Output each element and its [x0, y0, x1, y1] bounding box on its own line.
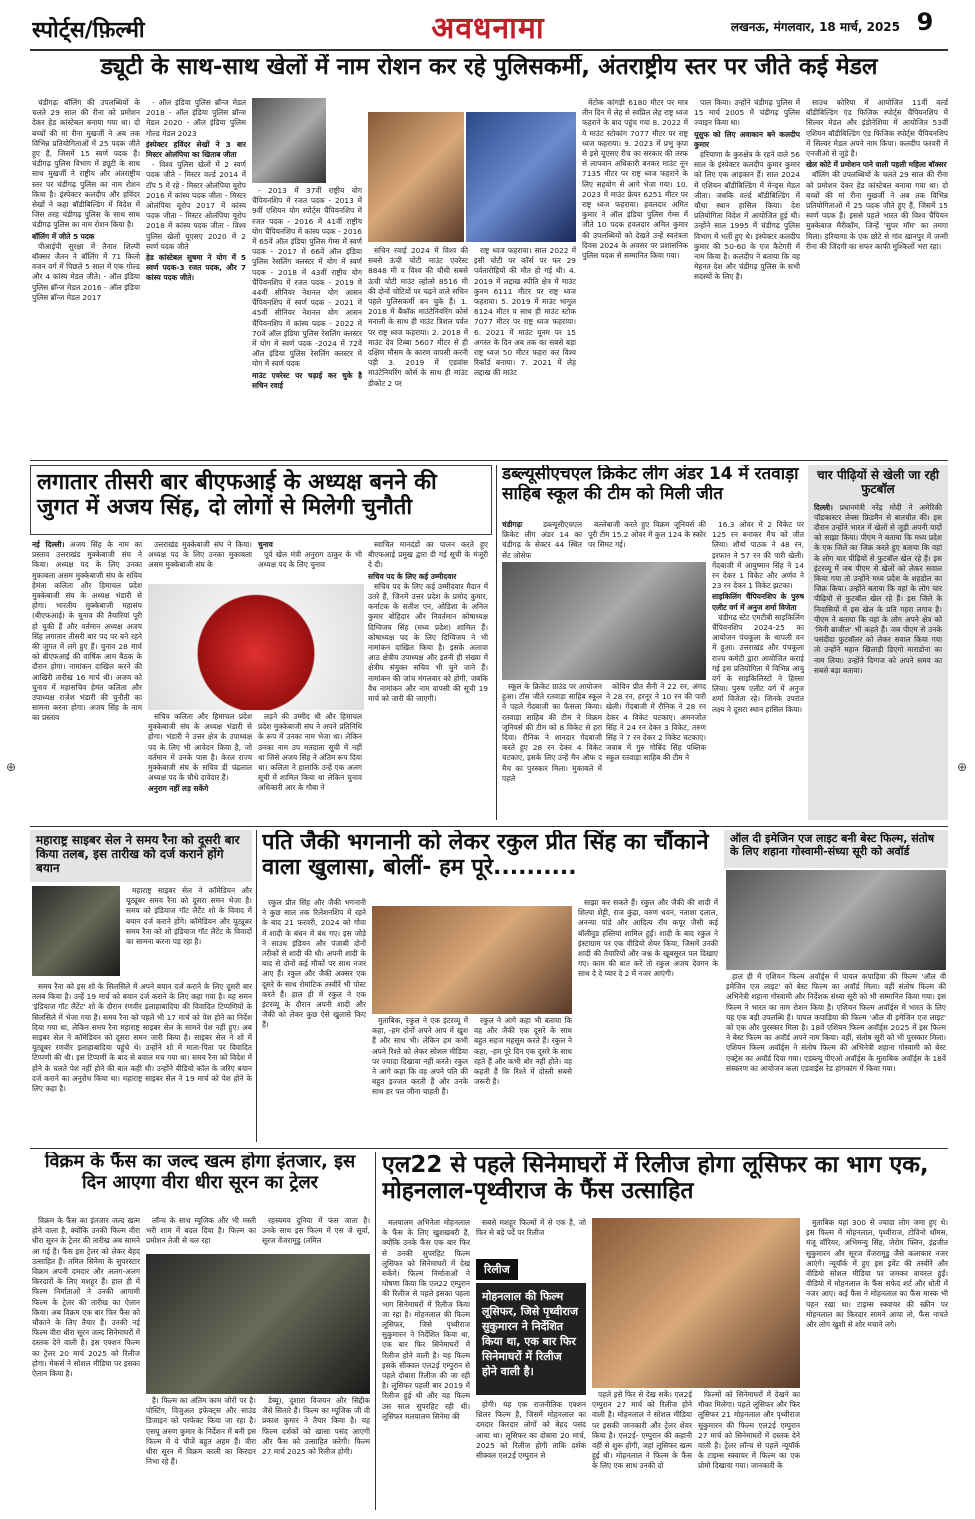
story1-headline: ड्यूटी के साथ-साथ खेलों में नाम रोशन कर रहे पुलिसकर्मी, अंतराष्ट्रीय स्तर पर जीते कई मेडल [100, 54, 878, 80]
photo-police-athlete-1 [252, 98, 326, 183]
story7-body: हाल ही में एशियन फिल्म अवॉर्ड्स में पायल कपाड़िया की फिल्म 'ऑल वी इमेजिन एज लाइट' को बेस्ट फिल्म का अवॉर्ड मिला। वहीं संतोष फिल्म की अभिनेत्री शहाना गोस्वामी और निर्देशक संध्या सूरी को भी सम्मानित किया गया। इस फिल्म ने भारत का नाम रोशन किया है। एशियन फिल्म अवॉर्ड्स में भारत के लिए यह एक बड़ी उपलब्धि है। पायल कपाड़िया की फिल्म 'ऑल वी इमेजिन एज लाइट' को एक और पुरस्कार मिला है। 18वें एशियन फिल्म अवॉर्ड्स 2025 में इस फिल्म ने बेस्ट फिल्म का अवॉर्ड अपने नाम किया। वहीं, संतोष सूरी को भी पुरस्कार मिला। एशियन फिल्म अवॉर्ड्स ने संतोष फिल्म की अभिनेत्री शहाना गोस्वामी को बेस्ट एक्ट्रेस का अवॉर्ड दिया गया। एडब्ल्यू पीएओ अवॉर्ड्स के मुताबिक अवॉर्ड्स के 18वें संस्करण का आयोजन कला एडवाईस रेड हांगकांग में किया गया। [726, 972, 946, 1073]
story8-col3: रहस्यमय दुनिया में फंस जाता है। उनके साथ इस फिल्म में एस जे सूर्या, सूरज वेंजरामूडु (तमिल [262, 1216, 370, 1246]
story1-col1: चंडीगढ़ः बॉलिंग की उपलब्धियों के चलते 29 साल की रीना को प्रमोशन देकर हेड कांस्टेबल बनाया गया था। दो बच्चों की मां रीना मुखर्जी ने अब तक विभिन्न प्रतियोगिताओं में 25 पदक जीते हुए हैं, जिसमें 15 स्वर्ण पदक हैं। चंडीगढ़ पुलिस विभाग में ड्यूटी के साथ साथ मुखर्जी ने राष्ट्रीय और अंतराष्ट्रीय स्तर पर चंडीगढ़ पुलिस का नाम रोशन किया है। इंस्पेक्टर कलदीप और हविंदर सेखों ने कहा बॉडीबिल्डिंग में विदेश में जिस तरह चंडीगढ़ पुलिस के साथ साथ चंडीगढ़ पुलिस का नाम रोशन किया है। बॉलिंग में जीते 5 पदक पीआईपी सुरक्षा में तैनात शिल्पी बॉक्सर जैतन ने बॉलिंग में 71 किलो वजन वर्ग में पिछले 5 साल में एक गोल्ड और 4 कांस्य मेडल जीते। - ऑल इंडिया पुलिस ब्रॉन्ज मेडल 2016 - ऑल इंडिया पुलिस ब्रॉन्ज मेडल 2017 [32, 98, 140, 302]
story9-pullquote [476, 1258, 586, 1398]
story4-body: दिल्ली। प्रधानमंत्री नरेंद्र मोदी ने अमेरिकी पॉडकास्टर लेक्स फ्रिडमैन से बातचीत की। इस दौरान उन्होंने भारत में खेलों से जुड़ी अपनी यादों को साझा किया। पीएम ने बताया कि मध्य प्रदेश के एक जिले का जिक्र करते हुए बताया कि वहां के लोग चार पीढ़ियों से फुटबॉल खेल रहे हैं। इस इंटरव्यू में जब पीएम से खेलों को लेकर सवाल किया गया तो उन्होंने मध्य प्रदेश के शहडोल का जिक्र किया। उन्होंने बताया कि वहां के लोग चार पीढ़ियों से फुटबॉल खेल रहे हैं। इस जिले के निवासियों में इस खेल के प्रति गहरा लगाव है। पीएम ने बताया कि वहां के लोग अपने क्षेत्र को 'मिनी ब्राजील' भी कहते हैं। जब पीएम से उनके पसंदीदा फुटबॉलर को लेकर सवाल किया गया तो उन्होंने महान खिलाड़ी डिएगो माराडोना का नाम लिया। उन्होंने दिग्गज को अपने समय का सबसे बड़ा बताया। [814, 502, 942, 675]
page-number: 9 [916, 8, 934, 36]
story8-col2: लॉन्च के साथ म्यूजिक और भी मस्ती भरी शाम में बदल दिया है। फिल्म का प्रमोशन तेजी से चल रहा [146, 1216, 256, 1246]
dateline: लखनऊ, मंगलवार, 18 मार्च, 2025 [730, 20, 900, 34]
story2-mid2: लड़ने की उम्मीद थी और हिमाचल प्रदेश मुक्केबाजी संघ ने अपने प्रतिनिधि के रूप में उनका नाम भेजा था। लेकिन उनका नाम उप मतदाता सूची में नहीं था जिसे अजय सिंह ने अंतिम रूप दिया था। कलिता ने हालांकि उन्हें एक अलग सूची में शामिल किया था लेकिन चुनाव अधिकारी आर के गौबा ने [258, 712, 362, 793]
photo-samay-raina [32, 886, 120, 976]
divider-1 [30, 460, 948, 461]
vdivider-4 [375, 1152, 376, 1510]
story9-headline: एल22 से पहले सिनेमाघरों में रिलीज होगा लूसिफर का भाग एक, मोहनलाल-पृथ्वीराज के फैंस उत्साहित [382, 1152, 929, 1205]
story3-col2: बल्लेबाजी करते हुए विक्रम जूनियर्स की पूरी टीम 15.2 ओवर में कुल 124 के स्कोर पर सिमट गई। [588, 520, 706, 550]
story3-low2: कोविन प्रीत सैनी ने 22 रन, अंगद ने 28 रन, हरनूर ने 10 रन की पारी खेली। गेंदबाजी में रौनिक ने 28 रन देकर 4 विकेट चटकाए। अमनजोत सिंह ने 24 रन देकर 3 विकेट, तरुण सिंह ने 7 रन देकर 2 विकेट चटकाए। जवाब में गुरु गोबिंद सिंह पब्लिक स्कूल रतवाड़ा साहिब की टीम ने [606, 682, 706, 763]
story2-col2: उत्तराखंड मुक्केबाजी संघ ने किया। अध्यक्ष पद के लिए उनका मुकाबला असम मुक्केबाजी संघ के [148, 540, 252, 570]
story2-col3: चुनाव पूर्व खेल मंत्री अनुराग ठाकुर के भी अध्यक्ष पद के लिए चुनाव [258, 540, 362, 570]
photo-veera-dheera-sooran [146, 1254, 370, 1394]
story4-box [808, 465, 948, 820]
story9-col2b: होगी। यह एक राजनीतिक एक्शन थ्रिलर फिल्म है, जिसमें मोहनलाल का दमदार किरदार लोगों को बेहद पसंद आया था। लूसिफर का दोबारा 20 मार्च, 2025 को रिलीज होगी ताकि दर्शक सीक्वल एल2ई एम्पुरान से [476, 1400, 586, 1461]
story2-col4: स्वाचित मानदंडों का पालन करते हुए बीएफआई प्रमुख द्वारा दी गई सूची के मंजूरी दे दी। सचिव पद के लिए कई उम्मीदवार सचिव पद के लिए कई उम्मीदवार मैदान में उतरे हैं, जिनमें उत्तर प्रदेश के प्रमोद कुमार, कर्नाटक के सतीश एन, ओडिशा के अनिल कुमार बोहिदार और निवर्तमान कोषाध्यक्ष दिग्विजय सिंह (मध्य प्रदेश) शामिल हैं। कोषाध्यक्ष पद के लिए दिग्विजय ने भी नामांकन दाखिल किया है। इसके अलावा आठ क्षेत्रीय उपाध्यक्ष और इतनी ही संख्या में क्षेत्रीय संयुक्त सचिव भी चुने जाने हैं। नामांकन की जांच मंगलवार को होगी, जबकि वैध नामांकन और नाम वापसी की सूची 19 मार्च को जारी की जाएगी। [368, 540, 488, 704]
story5-headline: महाराष्ट्र साइबर सेल ने समय रैना को दूसरी बार किया तलब, इस तारीख को दर्ज कराने होंगे बयान [30, 830, 252, 882]
story3-headline: डब्ल्यूसीएचएल क्रिकेट लीग अंडर 14 में रतवाड़ा साहिब स्कूल की टीम को मिली जीत [502, 465, 799, 504]
story9-col4: फिल्मों को सिनेमाघरों में देखने का मौका मिलेगा। पहले लूसिफर और फिर लूसिफर 21 मोहनलाल और पृथ्वीराज सुकुमारन की फिल्म एल2ई एम्पुरान 27 मार्च को सिनेमाघरों में दस्तक देने वाली है। ट्रेलर लॉन्च से पहले न्यूयॉर्क के टाइम्स स्क्वायर में फिल्म का एक प्रोमो दिखाया गया। जानकारी के [698, 1390, 800, 1471]
story8-low2: डेब्यू), दुशारा विजयन और सिद्दीक जैसे सितारे हैं। फिल्म का म्यूजिक जी वी प्रकाश कुमार ने तैयार किया है। यह फिल्म दर्शकों को खासा पसंद आएगी और फैंस को उत्साहित करेगी। फिल्म 27 मार्च 2025 को रिलीज होगी। [262, 1396, 370, 1457]
pull-quote: मोहनलाल की फिल्म लूसिफर, जिसे पृथ्वीराज सुकुमारन ने निर्देशित किया था, एक बार फिर सिनेमाघरों में रिलीज होने वाली है। [476, 1283, 586, 1395]
story6-low1: मुताबिक, रकुल ने एक इंटरव्यू में कहा, -हम दोनों अपने आप में खुश हैं और साथ भी। लेकिन हम कभी अपने रिश्ते को लेकर सोशल मीडिया पर ज्यादा दिखावा नहीं करते। रकुल ने आगे कहा कि वह अपने पति की बहुत इज्जत करती हैं और उनके साथ हर पल जीना चाहती हैं। [372, 1016, 468, 1097]
story2-mid1: सचिव कलिता और हिमाचल प्रदेश मुक्केबाजी संघ के अध्यक्ष भंडारी से होगा। भंडारी ने उत्तर क्षेत्र के उपाध्यक्ष पद के लिए भी आवेदन किया है, जो वर्तमान में उनके पास है। केरल राज्य मुक्केबाजी संघ के सचिव डी चंद्रलाल अध्यक्ष पद के चौथे दावेदार हैं। अनुराग नहीं लड़ सकेंगे [148, 712, 252, 794]
masthead-logo: अवधनामा [431, 11, 545, 46]
story1-col2: - ऑल इंडिया पुलिस ब्रॉन्ज मेडल 2018 - ऑल इंडिया पुलिस ब्रॉन्ज मेडल 2020 - ऑल इंडिया पुलिस गोल्ड मेडल 2023 इंस्पेक्टर हविंदर सेखों ने 3 बार मिस्टर ओलंपिया का खिताब जीता - विश्व पुलिस खेलों में 2 स्वर्ण पदक जीते - मिस्टर वर्ल्ड 2014 में टॉप 5 में रहे - मिस्टर ओलंपिया यूरोप 2016 में कांस्य पदक जीता - मिस्टर ओलंपिया यूरोप 2017 में कांस्य पदक जीता - मिस्टर ओलंपिया यूरोप 2018 में कांस्य पदक जीता - विश्व पुलिस खेलों यूएसए 2020 में 2 स्वर्ण पदक जीते हेड कांस्टेबल सुषमा ने योग में 5 स्वर्ण पदक-3 रजत पदक, और 7 कांस्य पदक जीते। [146, 98, 246, 283]
photo-asian-film-awards [726, 870, 946, 970]
photo-boxing-gloves [148, 584, 364, 710]
story8-col1: विक्रम के फैंस का इंतजार जल्द खत्म होने वाला है, क्योंकि उनकी फिल्म वीरा धीरा सूरन के ट्रेलर की तारीख अब सामने आ गई है। फैंस इस ट्रेलर को लेकर बेहद उत्साहित हैं। तमिल सिनेमा के सुपरस्टार विक्रम अपनी दमदार और अलग-अलग किरदारों के लिए मशहूर हैं। हाल ही में फिल्म निर्माताओं ने उनकी आगामी फिल्म के ट्रेलर की तारीख का ऐलान किया। अब विक्रम एक बार फिर फैंस को चौंकाने के लिए तैयार हैं। उनकी नई फिल्म वीरा धीरा सूरन जल्द सिनेमाघरों में दस्तक देने वाली है। इस एक्शन फिल्म का ट्रेलर 20 मार्च 2025 को रिलीज होगा। मेकर्स ने सोशल मीडिया पर इसका ऐलान किया है। [32, 1216, 140, 1379]
photo-rakul-jackky [372, 906, 572, 1014]
story6-headline: पति जैकी भगनानी को लेकर रकुल प्रीत सिंह का चौंकाने वाला खुलासा, बोलीं- हम पूरे.......... [262, 830, 709, 881]
story3-low1: स्कूल के क्रिकेट ग्राउंड पर आयोजन हुआ। टॉस जीते रतवाड़ा साहिब स्कूल ने पहले गेंदबाजी का फैसला किया। रतवाड़ा साहिब की टीम ने विक्रम जूनियर्स की टीम को 8 विकेट से हरा दिया। रौनिक ने शानदार गेंदबाजी करते हुए 28 रन देकर 4 विकेट चटकाए, इसके लिए उन्हें मैन ऑफ द मैच का पुरस्कार मिला। मुकाबले में पहले [502, 682, 602, 783]
register-mark-left: ⊕ [6, 760, 17, 774]
story6-col1: रकुल प्रीत सिंह और जैकी भगनानी ने कुछ साल तक रिलेशनशिप में रहने के बाद 21 फरवरी, 2024 को गोवा में शादी के बंधन में बंध गए। इस जोड़े ने साउथ इंडियन और पंजाबी दोनों तरीकों से शादी की थी। अपनी शादी के बाद से दोनों कई मौकों पर साथ नजर आए हैं। रकुल और जैकी अक्सर एक दूसरे के साथ रोमांटिक तस्वीरें भी पोस्ट करते हैं। हाल ही में रकुल ने एक इंटरव्यू के दौरान अपनी शादी और जैकी को लेकर कुछ ऐसे खुलासे किए हैं। [262, 898, 366, 1030]
story5-side: महाराष्ट्र साइबर सेल ने कॉमेडियन और यूट्यूबर समय रैना को दूसरा समन भेजा है। समय को इंडियाज गॉट लैटेंट शो के विवाद में बयान दर्ज कराने होंगे। कॉमेडियन और यूट्यूबर समय रैना को शो इंडियाज गॉट लैटेंट के विवादों का सामना करना पड़ रहा है। [126, 886, 252, 947]
story5-body: समय रैना को इस शो के सिलसिले में अपने बयान दर्ज कराने के लिए दूसरी बार तलब किया है। उन्हें 19 मार्च को बयान दर्ज कराने के लिए कहा गया है। यह समन 'इंडियाज गॉट लैटेंट' शो के दौरान रणवीर इलाहाबादिया की विवादित टिप्पणियों के सिलसिले में भेजा गया है। समय रैना को पहले भी 17 मार्च को पेश होने का निर्देश दिया गया था, लेकिन समय रैना महाराष्ट्र साइबर सेल के सामने पेश नहीं हुए। अब साइबर सेल ने कॉमेडियन को दूसरा समन जारी किया है। साइबर सेल ने शो में यूट्यूबर रणवीर इलाहाबादिया पहुंचे थे। उन्होंने शो में माता-पिता पर विवादित टिप्पणी की थी। इस टिप्पणी के बाद से बवाल मच गया था। समय रैना को विदेश में होने के चलते पेश नहीं होने की बात कही थी। उन्होंने वीडियो कॉल के जरिए बयान दर्ज कराने का अनुरोध किया था। महाराष्ट्र साइबर सेल ने 19 मार्च को पेश होने के लिए कहा है। [32, 982, 252, 1094]
release-tag: रिलीज [476, 1259, 518, 1280]
story9-col2: सबसे मशहूर फिल्मों में से एक है, जो फिर से बड़े पर्दे पर रिलीज [476, 1218, 586, 1238]
story1-col6: मेंटोक कांगड़ी 6180 मीटर पर मात्र तीन दिन में लेह से स्वप्निल लेह राष्ट्र ध्वज फहराने के बाद पहुंच गया 8. 2022 में ये माउंट स्टोकांग 7077 मीटर पर राष्ट्र ध्वज फहराया। 9. 2023 में प्रभु कृपा से इसे यूएसए रीच का सरकार की तरफ से लापवान अधिकारी बनकर माउंट नून 7135 मीटर पर राष्ट्र ध्वज फहराने के लिए सहयोग से आगे भेजा गया। 10. 2023 में माउंट फ्रेयर 6251 मीटर पर राष्ट्र ध्वज फहराया। हवलदार अमित कुमार ने ऑल इंडिया पुलिस गेम्स में जीते 10 पदक हवलदार अमित कुमार की उपलब्धियों को देखते उन्हें स्वतंत्रता दिवस 2024 के अवसर पर प्रशासनिक पुलिस पदक से सम्मानित किया गया। [582, 98, 688, 261]
story6-col4: साझा कर सकते हैं। रकुल और जैकी की शादी में शिल्पा शेट्टी, राज कुंद्रा, वरुण धवन, नताशा दलाल, अनन्या पांडे और आदित्य रॉय कपूर जैसी कई बॉलीवुड हस्तियां शामिल हुईं। शादी के बाद रकुल ने इंस्टाग्राम पर एक वीडियो शेयर किया, जिसमें उनकी शादी की तैयारियों और जश्न के खूबसूरत पल दिखाए गए। काम की बात करें तो रकुल अजय देवगन के साथ दे दे प्यार दे 2 में नजर आएंगी। [578, 898, 718, 979]
masthead-rule [30, 49, 948, 51]
story6-col2-top [372, 898, 468, 906]
story2-col1: नई दिल्ली। अजय सिंह के नाम का प्रस्ताव उत्तराखंड मुक्केबाजी संघ ने किया। अध्यक्ष पद के लिए उनका मुकाबला असम मुक्केबाजी संघ के सचिव हेमंता कलिता और हिमाचल प्रदेश मुक्केबाजी संघ के अध्यक्ष भंडारी से होगा। भारतीय मुक्केबाजी महासंघ (बीएफआई) के चुनाव की तैयारियां पूरी हो चुकी हैं और वर्तमान अध्यक्ष अजय सिंह लगातार तीसरी बार पद पर बने रहने की जुगत में लगे हुए हैं। चुनाव 28 मार्च को बीएफआई की वार्षिक आम बैठक के दौरान होगा। नामांकन दाखिल करने की आखिरी तारीख 16 मार्च थी। अजय को चुनाव में महासचिव हेमंत कलिता और उपाध्यक्ष राजेश भंडारी की चुनौती का सामना करना होगा। अजय सिंह के नाम का प्रस्ताव [32, 540, 142, 723]
story1-col5: राष्ट्र ध्वज फहराया। साल 2022 में इसी चोटी पर कॉर्स पर फर 29 पर्वतारोहियों की मौत हो गई थी। 4. 2019 में लद्दाख स्पीति क्षेत्र में माउंट कुनम 6111 मीटर पर राष्ट्र ध्वज फहराया। 5. 2019 में माउंट भागुल 6124 मीटर व साथ ही माउंट स्टोक 7077 मीटर पर राष्ट्र ध्वज फहराया। 6. 2021 में माउंट यूनम पर 15 अगस्त के दिन अब तक का सबसे बड़ा राष्ट्र ध्वज 50 मीटर फहरा कर विश्व रिकॉर्ड बनाया। 7. 2021 में लेह लद्दाख की माउंट [474, 246, 576, 378]
vdivider-3 [256, 830, 257, 1142]
story2-headline: लगातार तीसरी बार बीएफआई के अध्यक्ष बनने की जुगत में अजय सिंह, दो लोगों से मिलेगी चुनौती [30, 465, 492, 535]
story6-low2: रकुल ने आगे कहा भी बताया कि वह और जैकी एक दूसरे के साथ बहुत सहज महसूस करते हैं। रकुल ने कहा, -हम पूरे दिन एक दूसरे के साथ रहते हैं और कभी बोर नहीं होते। वह कहती हैं कि रिश्ते में दोस्ती सबसे जरूरी है। [474, 1016, 572, 1087]
story9-col5: मुताबिक यहां 300 से ज्यादा लोग जमा हुए थे। इस फिल्म में मोहनलाल, पृथ्वीराज, टोविनो थॉमस, मंजू वॉरियर, अभिमन्यु सिंह, जेरोम फ्लिन, इंद्रजीत सुकुमारन और सूरज वेंजरामूडु जैसे कलाकार नजर आएंगे। न्यूयॉर्क में हुए इस इवेंट की तस्वीरें और वीडियो सोशल मीडिया पर जमकर वायरल हुईं। वीडियो में मोहनलाल के फैंस सफेद शर्ट और धोती में नजर आए। कई फैंस ने मोहनलाल का फैंस मास्क भी पहन रखा था। टाइम्स स्क्वायर की स्क्रीन पर मोहनलाल का किरदार सामने आया तो, फैंस नाचते और लोग खुशी से शोर मचाने लगे। [806, 1218, 948, 1330]
section-label: स्पोर्ट्स/फ़िल्मी [32, 18, 145, 43]
story8-low1: है। फिल्म का अंतिम काम जोरों पर है। पोस्टिंग, विजुअल इफेक्ट्स और साउंड डिजाइन को परफेक्ट किया जा रहा है। एसयू अरुण कुमार के निर्देशन में बनी इस फिल्म में ये चीजें बहुत अहम हैं। वीरा धीरा सूरन में विक्रम काली का किरदार निभा रहे हैं। [146, 1396, 256, 1467]
story1-col3: - 2013 में 37वीं राष्ट्रीय योग चैंपियनशिप में रजत पदक - 2013 में 9वीं एशियन योग स्पोर्ट्स चैंपियनशिप में रजत पदक - 2016 में 41वीं राष्ट्रीय योग चैंपियनशिप में कांस्य पदक - 2016 में 65वें ऑल इंडिया पुलिस गेम्स में स्वर्ण पदक - 2017 में 66वें ऑल इंडिया पुलिस रेसलिंग क्लस्टर में योग में स्वर्ण पदक - 2018 में 43वीं राष्ट्रीय योग चैंपियनशिप में रजत पदक - 2019 में 44वीं सीनियर नेशनल योग आसन चैंपियनशिप में स्वर्ण पदक - 2021 में 45वीं सीनियर नेशनल योग आसन चैंपियनशिप में कांस्य पदक - 2022 में 70वें ऑल इंडिया पुलिस रेसलिंग क्लस्टर में योग में स्वर्ण पदक -2024 में 72वें ऑल इंडिया पुलिस रेसलिंग क्लस्टर में योग में स्वर्ण पदक माउंट एवरेस्ट पर चढ़ाई कर चुके है सचिन रवाई [252, 186, 362, 390]
story1-col8: साउथ कोरिया में आयोजित 11वीं वर्ल्ड बॉडीबिल्डिंग एंड फिजिक स्पोर्ट्स चैंपियनशिप में सिल्वर मेडल और इंडोनेशिया में आयोजित 53वीं एशियन बॉडीबिल्डिंग एंड फिजिक स्पोर्ट्स चैंपियनशिप में सिल्वर मेडल अपने नाम किया। कलदीप फरवरी में एनजीओ से जुड़े हैं। खेल कोटे में प्रमोशन पाने वाली पहली महिला बॉक्सर बॉलिंग की उपलब्धियों के चलते 29 साल की रीना को प्रमोशन देकर हेड कांस्टेबल बनाया गया था। दो बच्चों की मां रीना मुखर्जी ने अब तक विभिन्न प्रतियोगिताओं में 25 पदक जीते हुए हैं, जिसमें 15 स्वर्ण पदक हैं। इससे पहले भारत की विश्व चैंपियन मुक्केबाज मैरीकॉम, जिन्हें 'सुपर मॉम' का तमगा मिला। हरियाणा के एक छोटे से गांव खानपुर में जन्मी रीना की जिंदगी का सफर काफी मुश्किलों भरा रहा। [806, 98, 948, 251]
story1-col7: पाल किया। उन्होंने चंडीगढ़ पुलिस में 15 मार्च 2005 में चंडीगढ़ पुलिस ज्वाइन किया था। यूसुफ को लिए अवाकान बने कलदीप कुमार हरियाणा के कुरुक्षेत्र के रहने वाले 56 साल के इंस्पेक्टर कलदीप कुमार कुमार को लिए एक आइकान हैं। साल 2024 में एशियन बॉडीबिल्डिंग में मेन्ड्स मेडल जीता। जबकि वर्ल्ड बॉडीबिल्डिंग में चौथा स्थान हासिल किया। देश प्रतियोगिता विदेश में आयोजित हुई थी। उन्होंने साल 1995 में चंडीगढ़ पुलिस विभाग में भर्ती हुए थे। इंस्पेक्टर कलदीप कुमार की 50-60 के एज कैटेगरी में नाम किया है। कलदीप ने बताया कि वह मेहनत देश और चंडीगढ़ पुलिस के सभी सदस्यों के लिए है। [694, 98, 800, 282]
story3-col3: 16.3 ओवर में 2 विकेट पर 125 रन बनाकर मैच को जीत लिया। शौर्या पाठक ने 48 रन, इरफान ने 57 रन की पारी खेली। गेंदबाजी में आयुष्मान सिंह ने 14 रन देकर 1 विकेट और अर्णव ने 23 रन देकर 1 विकेट झटका। साइकिलिंग चैंपियनशिप के पुरुष एलीट वर्ग में अनुज शर्मा विजेता चंडीगढ़ स्टेट एमटीबी साइकिलिंग चैंपियनशिप 2024-25 का आयोजन पंचकूला के थापली वन में हुआ। उत्तराखंड और पंचकूला राज्य कमेटी द्वारा आयोजित कराई गई इस प्रतियोगिता में विभिन्न आयु वर्ग के साइकिलिस्टों ने हिस्सा लिया। पुरुष एलीट वर्ग में अनुज शर्मा विजेता रहे। जिनके उपरांत लक्ष्य ने दूसरा स्थान हासिल किया। [712, 520, 804, 714]
divider-2 [30, 826, 948, 827]
register-mark-right: ⊕ [957, 760, 968, 774]
story1-col4: सचिन रवाई 2024 में विश्व की सबसे ऊंची चोटी माउंट एवरेस्ट 8848 मी व विश्व की चौथी सबसे ऊंची चोटी माउंट ल्होत्से 8516 मी की दोनों चोटियों पर चढ़ने वाले सचिन पहले पुलिसकर्मी बन चुके हैं। 1. 2018 में बैंकॉक माउंटेनियरिंग कोर्स मनाली के साथ ही माउंट त्रिशल पर्वत पर राष्ट्र ध्वज फहराया। 2. 2018 में माउंट देव टिब्बा 5607 मीटर से ही दक्षिण मौसम के कारण वापसी करनी पड़ी 3. 2019 में एडवांस माउंटेनियरिंग कोर्स के साथ ही माउंट डीकोट 2 पर [368, 246, 468, 388]
story3-col1: चंडीगढ़ः डब्ल्यूसीएचएल क्रिकेट लीग अंडर 14 का चंडीगढ़ के सेक्टर 44 स्थित सेंट जोसेफ [502, 520, 582, 560]
divider-3 [30, 1148, 948, 1149]
photo-cricket-team [502, 562, 706, 680]
story9-col3: पहले इसे फिर से देख सकें। एल2ई एम्पुरान 27 मार्च को रिलीज होने वाली है। मोहनलाल ने सोशल मीडिया पर इसकी जानकारी और ट्रेलर शेयर किया है। एल2ई- एम्पुरान की कहानी वहीं से शुरू होगी, जहां लूसिफर खत्म हुई थी। मोहनलाल ने फिल्म के फैंस के लिए एक साथ उनकी दो [592, 1390, 692, 1471]
story9-col1: मलयालम अभिनेता मोहनलाल के फैंस के लिए खुशखबरी है, क्योंकि उनके फैंस एक बार फिर से उनकी सुपरहिट फिल्म लूसिफर को सिनेमाघरों में देख सकेंगे। फिल्म निर्माताओं ने घोषणा किया कि एल22 एम्पुरान की रिलीज से पहले इसका पहला भाग सिनेमाघरों में रिलीज किया जा रहा है। मोहनलाल की फिल्म लूसिफर, जिसे पृथ्वीराज सुकुमारन ने निर्देशित किया था, एक बार फिर सिनेमाघरों में रिलीज होने वाली है। यह फिल्म इसके सीक्वल एल2ई एम्पुरान से पहले दोबारा रिलीज की जा रही है। लूसिफर पहली बार 2019 में रिलीज हुई थी और यह फिल्म उस साल सुपरहिट रही थी। लूसिफर मलयालम सिनेमा की [382, 1218, 470, 1421]
story7-headline: ऑल दी इमेजिन एज लाइट बनी बेस्ट फिल्म, संतोष के लिए शहाना गोस्वामी-संध्या सूरी को अवॉर्ड [724, 830, 948, 868]
story8-headline: विक्रम के फैंस का जल्द खत्म होगा इंतजार, इस दिन आएगा वीरा धीरा सूरन का ट्रेलर [44, 1152, 356, 1193]
photo-mohanlal [592, 1218, 800, 1388]
vdivider-2 [496, 465, 497, 820]
story4-headline: चार पीढ़ियों से खेली जा रही फुटबॉल [817, 468, 939, 496]
